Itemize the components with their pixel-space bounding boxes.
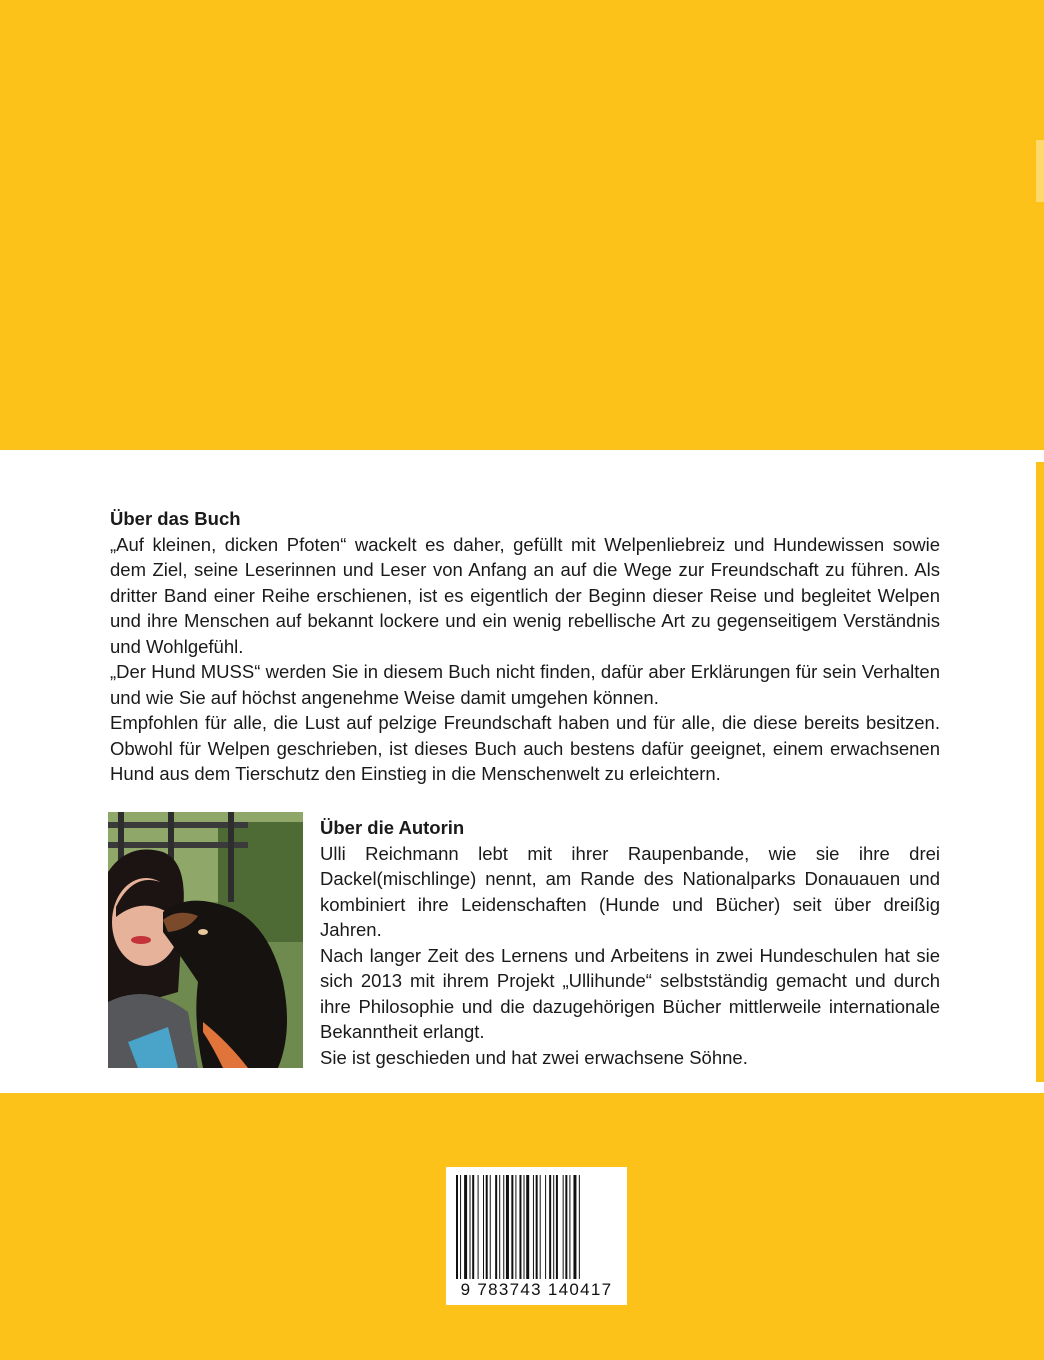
cover-top-band bbox=[0, 0, 1044, 450]
about-book-paragraph: „Der Hund MUSS“ werden Sie in diesem Buch nicht finden, dafür aber Erklärungen für sein Verhalten und wie Sie auf höchst angenehme Weise damit umgehen können. bbox=[110, 661, 940, 708]
about-author-paragraph: Sie ist geschieden und hat zwei erwachsene Söhne. bbox=[320, 1046, 748, 1068]
spine-edge-stripe bbox=[1036, 462, 1044, 1082]
about-author-paragraph: Nach langer Zeit des Lernens und Arbeitens in zwei Hundeschulen hat sie sich 2013 mit ihrem Projekt „Ullihunde“ selbstständig gemacht und durch ihre Philosophie und die dazugehörigen Bücher mittlerweile internationale Bekanntheit erlangt. bbox=[320, 944, 940, 1042]
about-author-heading: Über die Autorin bbox=[320, 817, 465, 838]
about-book-paragraph: Empfohlen für alle, die Lust auf pelzige Freundschaft haben und für alle, die diese bereits besitzen. Obwohl für Welpen geschrieben, ist dieses Buch auch bestens dafür geeignet, einem erwachsenen Hund aus dem Tierschutz den Einstieg in die Menschenwelt zu erleichtern. bbox=[110, 712, 940, 784]
about-book-heading: Über das Buch bbox=[110, 508, 241, 529]
isbn-barcode bbox=[446, 1167, 627, 1305]
about-author-section bbox=[320, 815, 940, 1070]
author-photo bbox=[108, 812, 303, 1068]
author-photo-illustration bbox=[108, 812, 303, 1068]
barcode-bars bbox=[456, 1175, 617, 1279]
isbn-number: 9 783743 140417 bbox=[460, 1280, 613, 1299]
spine-edge-mark bbox=[1036, 140, 1044, 202]
about-author-paragraph: Ulli Reichmann lebt mit ihrer Raupenbande, wie sie ihre drei Dackel(mischlinge) nennt, am Rande des Nationalparks Donauauen und kombiniert ihre Leidenschaften (Hunde und Bücher) seit über dreißig Jahren. bbox=[320, 842, 940, 940]
about-book-section bbox=[110, 506, 940, 787]
about-book-paragraph: „Auf kleinen, dicken Pfoten“ wackelt es daher, gefüllt mit Welpenliebreiz und Hundewissen sowie dem Ziel, seine Leserinnen und Leser von Anfang an auf die Wege zur Freundschaft zu führen. Als dritter Band einer Reihe erschienen, ist es eigentlich der Beginn dieser Reise und begleitet Welpen und ihre Menschen auf bekannt lockere und ein wenig rebellische Art zu gegenseitigem Verständnis und Wohlgefühl. bbox=[110, 533, 940, 657]
